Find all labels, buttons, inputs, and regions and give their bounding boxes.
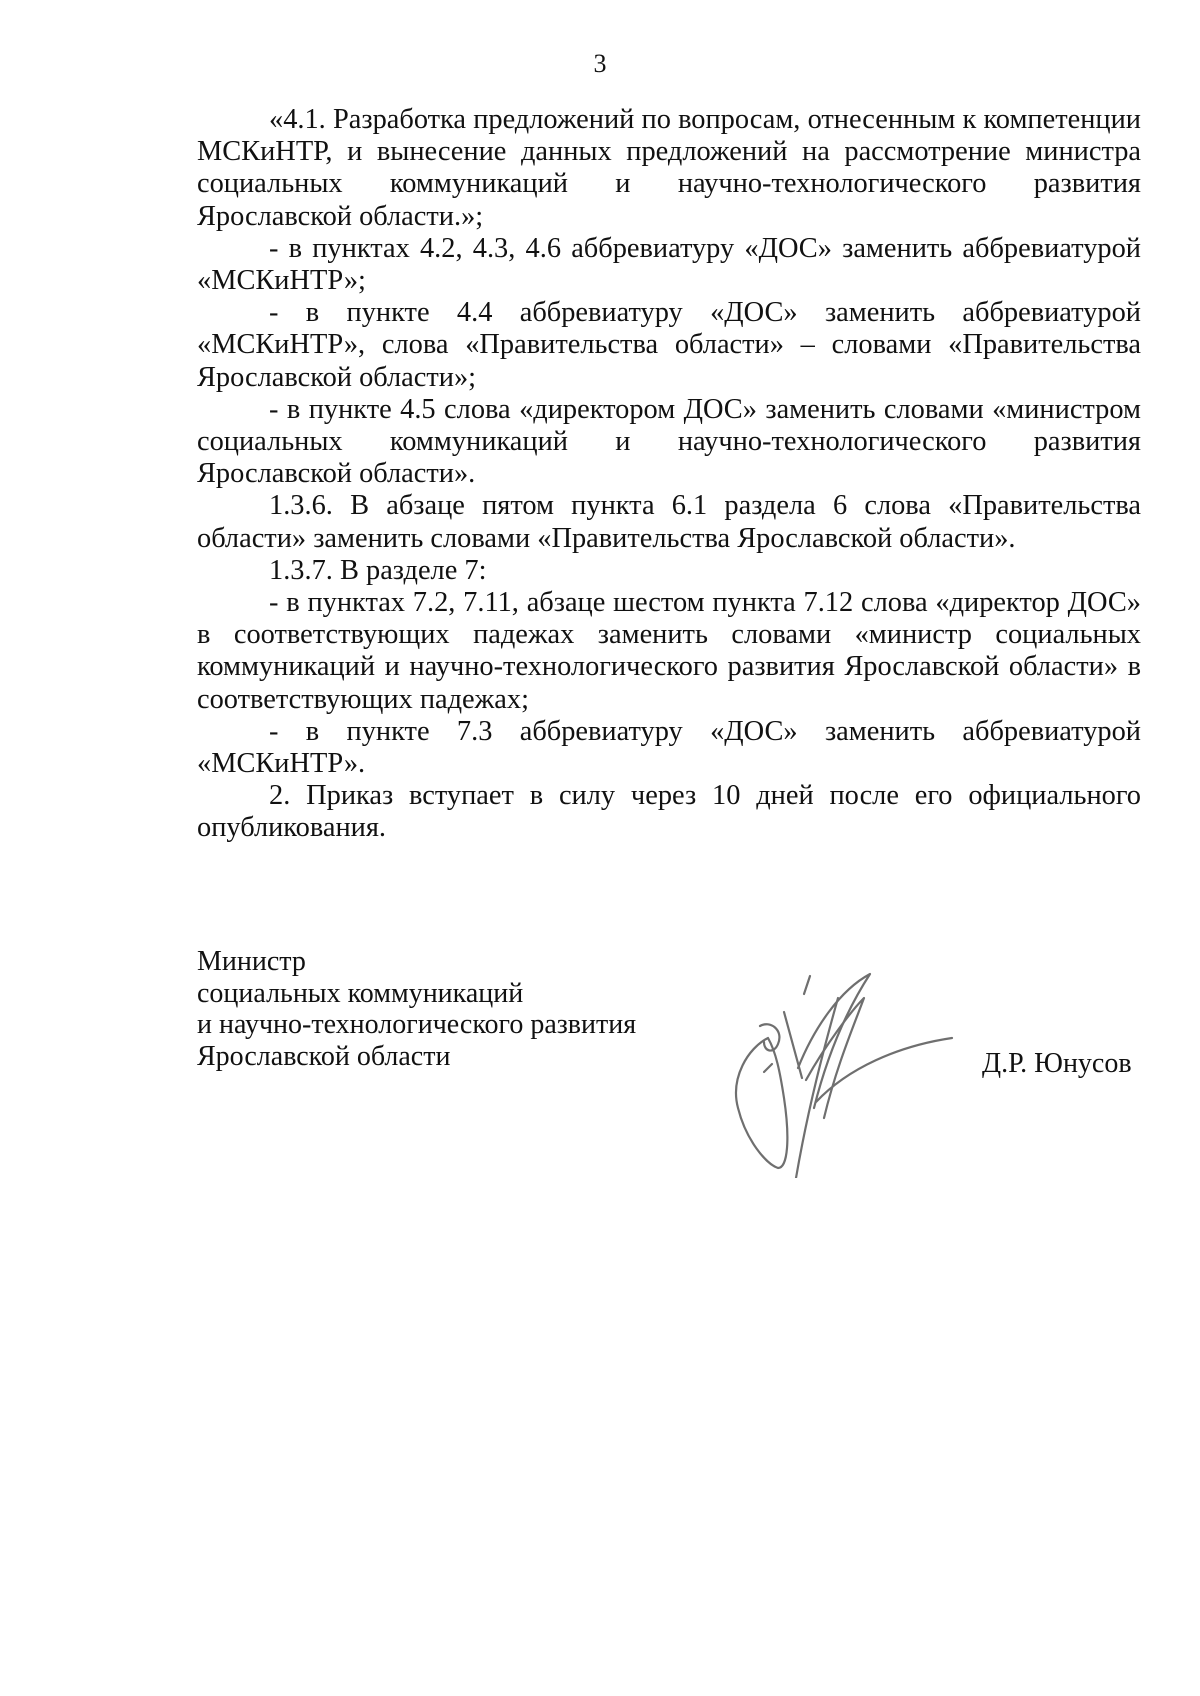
signatory-position-line: Ярославской области bbox=[197, 1040, 451, 1072]
paragraph-item-4-5: - в пункте 4.5 слова «директором ДОС» заменить словами «министром социальных коммуникаций и научно-технологического развития Ярославской области». bbox=[197, 393, 1141, 490]
paragraph-item-7-3: - в пункте 7.3 аббревиатуру «ДОС» заменить аббревиатурой «МСКиНТР». bbox=[197, 715, 1141, 780]
signatory-position-line: и научно-технологического развития bbox=[197, 1009, 637, 1040]
paragraph-1-3-7: 1.3.7. В разделе 7: bbox=[269, 554, 487, 586]
signatory-name: Д.Р. Юнусов bbox=[982, 1048, 1132, 1079]
page-number: 3 bbox=[593, 49, 607, 78]
paragraph-items-4-2-4-3-4-6: - в пунктах 4.2, 4.3, 4.6 аббревиатуру «ДОС» заменить аббревиатурой «МСКиНТР»; bbox=[197, 232, 1141, 297]
paragraph-clause-4-1: «4.1. Разработка предложений по вопросам, отнесенным к компетенции МСКиНТР, и вынесение данных предложений на рассмотрение министра социальных коммуникаций и научно-технологического развития Ярославской области.»; bbox=[197, 104, 1141, 232]
signatory-position bbox=[197, 946, 717, 1072]
paragraph-items-7-2-7-11-7-12: - в пунктах 7.2, 7.11, абзаце шестом пункта 7.12 слова «директор ДОС» в соответствующих падежах заменить словами «министр социальных коммуникаций и научно-технологического развития Ярославской области» в соответствующих падежах; bbox=[197, 587, 1141, 715]
signatory-position-line: социальных коммуникаций bbox=[197, 977, 524, 1009]
paragraph-item-4-4: - в пункте 4.4 аббревиатуру «ДОС» заменить аббревиатурой «МСКиНТР», слова «Правительства области» – словами «Правительства Ярославской области»; bbox=[197, 297, 1141, 393]
signatory-position-line: Министр bbox=[197, 946, 306, 977]
paragraph-1-3-6: 1.3.6. В абзаце пятом пункта 6.1 раздела 6 слова «Правительства области» заменить словами «Правительства Ярославской области». bbox=[197, 490, 1141, 554]
document-body bbox=[197, 104, 1141, 845]
handwritten-signature bbox=[728, 968, 968, 1178]
paragraph-effective-date: 2. Приказ вступает в силу через 10 дней после его официального опубликования. bbox=[197, 780, 1141, 844]
